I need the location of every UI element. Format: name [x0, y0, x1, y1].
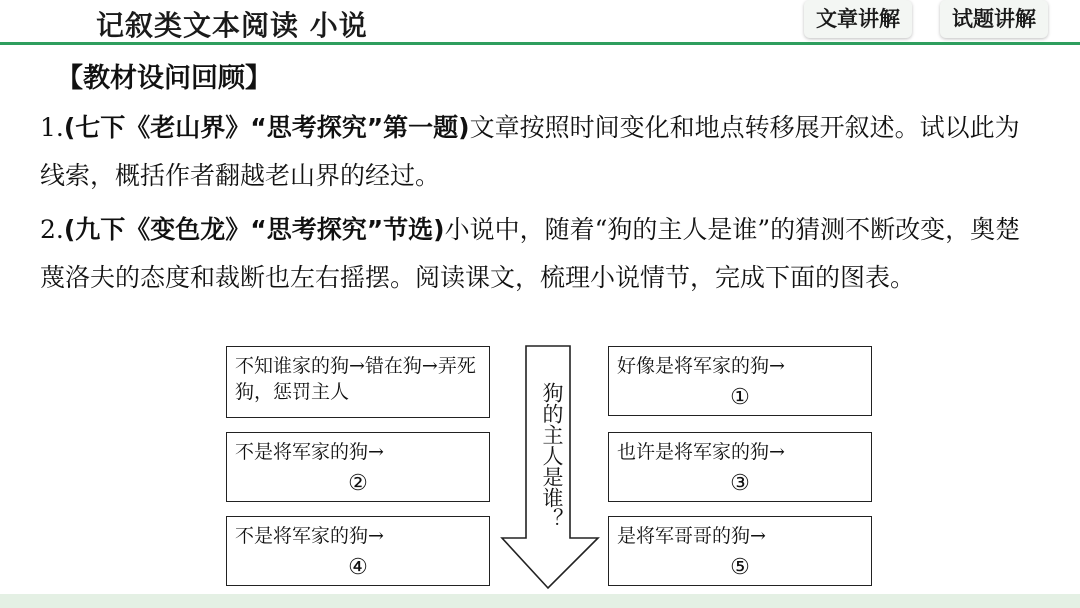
footer-band	[0, 594, 1080, 608]
header	[0, 0, 1080, 44]
question-1-source: (七下《老山界》“思考探究”第一题)	[63, 113, 470, 142]
right-box-3	[608, 516, 872, 586]
right-box-2	[608, 432, 872, 502]
question-1	[40, 104, 1040, 200]
left-box-2-text: 不是将军家的狗→	[235, 441, 384, 463]
header-divider	[0, 42, 1080, 45]
left-box-2-mark: ②	[348, 471, 368, 496]
left-box-1	[226, 346, 490, 418]
right-box-2-text: 也许是将军家的狗→	[617, 441, 785, 463]
right-box-3-mark: ⑤	[730, 555, 750, 580]
question-2-text: 小说中，随着“狗的主人是谁”的猜测不断改变，奥楚蔑洛夫的态度和裁断也左右摇摆。阅读课文，梳理小说情节，完成下面的图表。	[40, 215, 1021, 292]
question-2-source: (九下《变色龙》“思考探究”节选)	[63, 215, 445, 244]
question-2	[40, 206, 1040, 302]
right-box-1-mark: ①	[730, 385, 750, 410]
left-box-3-mark: ④	[348, 555, 368, 580]
right-box-3-text: 是将军哥哥的狗→	[617, 525, 766, 547]
arrow-label: 狗的主人是谁？	[540, 382, 564, 529]
left-box-3	[226, 516, 490, 586]
page-title: 记叙类文本阅读 小说	[96, 9, 368, 42]
question-2-number: 2.	[40, 215, 64, 244]
tab-question-explanation[interactable]: 试题讲解	[940, 0, 1048, 38]
left-box-3-text: 不是将军家的狗→	[235, 525, 384, 547]
question-1-number: 1.	[40, 113, 64, 142]
right-box-1	[608, 346, 872, 416]
tab-article-explanation[interactable]: 文章讲解	[804, 0, 912, 38]
right-box-1-text: 好像是将军家的狗→	[617, 355, 785, 377]
left-box-2	[226, 432, 490, 502]
question-1-text: 文章按照时间变化和地点转移展开叙述。试以此为线索，概括作者翻越老山界的经过。	[40, 113, 1020, 190]
left-box-1-text: 不知谁家的狗→错在狗→弄死狗，惩罚主人	[235, 355, 476, 403]
right-box-2-mark: ③	[730, 471, 750, 496]
section-title: 【教材设问回顾】	[56, 63, 272, 94]
